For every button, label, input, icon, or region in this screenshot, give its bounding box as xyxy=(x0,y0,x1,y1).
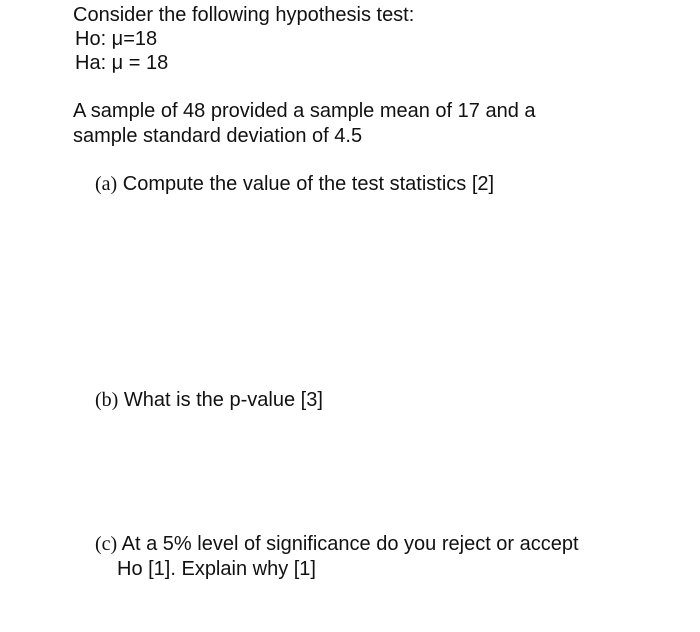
null-hypothesis: Ho: μ=18 xyxy=(75,28,158,50)
question-a-marker: (a) xyxy=(95,173,118,195)
question-b-text: What is the p-value [3] xyxy=(123,389,323,411)
intro-text: Consider the following hypothesis test: xyxy=(73,4,415,26)
question-b-marker: (b) xyxy=(95,389,119,411)
question-c-text-line-2: Ho [1]. Explain why [1] xyxy=(117,558,316,580)
question-b xyxy=(95,388,323,413)
question-c xyxy=(95,532,579,557)
question-a-text: Compute the value of the test statistics [2] xyxy=(122,173,495,195)
question-c-text-line-1: At a 5% level of significance do you reject or accept xyxy=(121,533,579,555)
alternative-hypothesis: Ha: μ = 18 xyxy=(75,52,169,74)
question-c-marker: (c) xyxy=(95,533,118,555)
sample-description-line-1: A sample of 48 provided a sample mean of 17 and a xyxy=(73,100,536,122)
question-a xyxy=(95,172,494,197)
sample-description-line-2: sample standard deviation of 4.5 xyxy=(73,125,363,147)
